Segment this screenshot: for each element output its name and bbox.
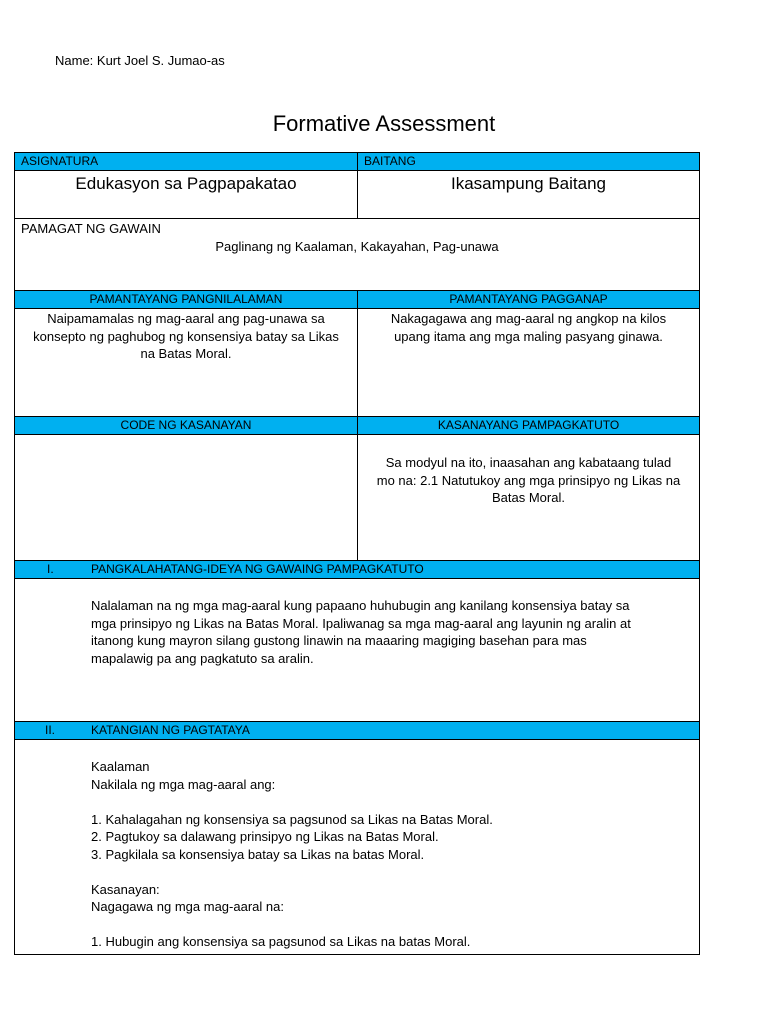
pagganap-cell [357, 308, 700, 417]
text-line [91, 793, 493, 811]
text-line: Nakagagawa ang mag-aaral ng angkop na kilos [390, 311, 667, 326]
section1-text [91, 597, 631, 667]
text-line: mga prinsipyo ng Likas na Batas Moral. Ipaliwanag sa mga mag-aaral ang layunin ng aralin at [91, 615, 631, 631]
text-line: Batas Moral. [492, 490, 565, 505]
text-line: 1. Hubugin ang konsensiya sa pagsunod sa Likas na batas Moral. [91, 934, 471, 949]
text-line: Nakilala ng mga mag-aaral ang: [91, 776, 276, 792]
pagganap-label: PAMANTAYANG PAGGANAP [449, 292, 608, 306]
document-title: Formative Assessment [272, 111, 496, 136]
baitang-header [357, 152, 700, 171]
asignatura-value: Edukasyon sa Pagpapakatao [75, 174, 297, 193]
kasanayan-header [357, 416, 700, 435]
section2-cell [14, 739, 700, 955]
pagganap-text [358, 310, 699, 345]
asignatura-cell [14, 170, 358, 219]
text-line [91, 863, 493, 881]
pangnilalaman-header [14, 290, 358, 309]
text-line: itanong kung mayron silang gustong linawin na maaaring magiging basehan para mas [91, 633, 587, 648]
code-cell [14, 434, 358, 561]
section1-cell [14, 578, 700, 722]
baitang-label: BAITANG [364, 154, 416, 168]
text-line: mo na: 2.1 Natutukoy ang mga prinsipyo ng Likas na [376, 472, 681, 488]
text-line: Nagagawa ng mga mag-aaral na: [91, 899, 284, 914]
text-line: mapalawig pa ang pagkatuto sa aralin. [91, 650, 314, 666]
baitang-cell [357, 170, 700, 219]
code-header [14, 416, 358, 435]
text-line: Sa modyul na ito, inaasahan ang kabataang tulad [385, 455, 672, 470]
text-line: konsepto ng paghubog ng konsensiya batay sa Likas [33, 328, 339, 344]
pamagat-label: PAMAGAT NG GAWAIN [21, 221, 161, 236]
pangnilalaman-cell [14, 308, 358, 417]
text-line: Kaalaman [91, 759, 150, 774]
section2-header [14, 721, 700, 740]
asignatura-header [14, 152, 358, 171]
text-line: upang itama ang mga maling pasyang ginawa. [394, 328, 663, 344]
pagganap-header [357, 290, 700, 309]
pangnilalaman-text [15, 310, 357, 363]
pangnilalaman-label: PAMANTAYANG PANGNILALAMAN [89, 292, 283, 306]
code-label: CODE NG KASANAYAN [120, 418, 252, 432]
text-line [91, 916, 493, 934]
asignatura-label: ASIGNATURA [21, 154, 99, 168]
text-line: 3. Pagkilala sa konsensiya batay sa Likas na batas Moral. [91, 846, 425, 862]
kasanayan-text [358, 454, 699, 507]
section2-text [91, 758, 493, 951]
section2-numeral: II. [45, 723, 56, 737]
text-line: Naipamamalas ng mag-aaral ang pag-unawa sa [47, 311, 325, 326]
kasanayan-cell [357, 434, 700, 561]
kasanayan-label: KASANAYANG PAMPAGKATUTO [437, 418, 620, 432]
section1-header [14, 560, 700, 579]
section1-label: PANGKALAHATANG-IDEYA NG GAWAING PAMPAGKATUTO [91, 562, 424, 576]
section2-label: KATANGIAN NG PAGTATAYA [91, 723, 250, 737]
text-line: 2. Pagtukoy sa dalawang prinsipyo ng Likas na Batas Moral. [91, 829, 439, 844]
text-line: 1. Kahalagahan ng konsensiya sa pagsunod sa Likas na Batas Moral. [91, 811, 493, 827]
student-name: Name: Kurt Joel S. Jumao-as [55, 53, 225, 68]
section1-numeral: I. [47, 562, 54, 576]
text-line: Nalalaman na ng mga mag-aaral kung papaano huhubugin ang kanilang konsensiya batay sa [91, 598, 630, 613]
text-line: Kasanayan: [91, 881, 160, 897]
baitang-value: Ikasampung Baitang [451, 174, 606, 193]
text-line: na Batas Moral. [140, 346, 232, 361]
pamagat-value: Paglinang ng Kaalaman, Kakayahan, Pag-unawa [215, 239, 499, 254]
pamagat-cell [14, 218, 700, 291]
